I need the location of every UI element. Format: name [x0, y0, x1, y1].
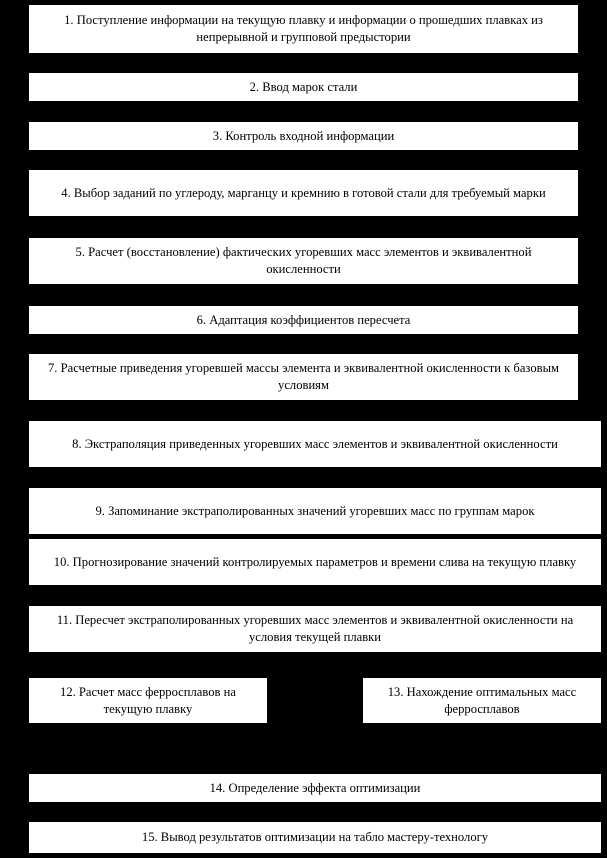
flow-node-9	[28, 487, 602, 535]
flow-node-label: 3. Контроль входной информации	[212, 128, 395, 143]
flow-node-15	[28, 821, 602, 854]
flow-node-label: 8. Экстраполяция приведенных угоревших масс элементов и эквивалентной окисленности	[72, 436, 558, 451]
flow-node-14	[28, 773, 602, 803]
flow-node-label: 12. Расчет масс ферросплавов на текущую плавку	[60, 684, 236, 716]
flow-node-label: 4. Выбор заданий по углероду, марганцу и кремнию в готовой стали для требуемый марки	[61, 185, 546, 200]
flow-node-label: 6. Адаптация коэффициентов пересчета	[196, 312, 411, 327]
flow-node-label: 10. Прогнозирование значений контролируемых параметров и времени слива на текущую плавку	[53, 554, 577, 569]
flow-node-label: 15. Вывод результатов оптимизации на табло мастеру-технологу	[141, 830, 489, 845]
flow-node-label: 11. Пересчет экстраполированных угоревших масс элементов и эквивалентной окисленности на условия текущей плавки	[56, 613, 574, 644]
flow-node-5	[28, 237, 579, 285]
flow-node-12	[28, 677, 268, 724]
flow-node-label: 9. Запоминание экстраполированных значений угоревших масс по группам марок	[95, 503, 535, 518]
flow-node-6	[28, 305, 579, 335]
flow-node-label: 13. Нахождение оптимальных масс ферросплавов	[387, 684, 577, 716]
flow-node-4	[28, 169, 579, 217]
flow-node-7	[28, 353, 579, 401]
flow-node-label: 5. Расчет (восстановление) фактических угоревших масс элементов и эквивалентной окисленности	[75, 245, 532, 276]
flow-node-8	[28, 420, 602, 468]
flow-node-label: 14. Определение эффекта оптимизации	[209, 780, 421, 795]
flow-node-label: 1. Поступление информации на текущую плавку и информации о прошедших плавках из непрерывной и групповой предыстории	[64, 13, 543, 44]
flow-node-13	[362, 677, 602, 724]
flow-node-label: 7. Расчетные приведения угоревшей массы элемента и эквивалентной окисленности к базовым условиям	[48, 361, 559, 392]
flow-node-label: 2. Ввод марок стали	[249, 79, 358, 94]
flow-node-3	[28, 121, 579, 151]
flow-node-1	[28, 4, 579, 54]
flow-node-10	[28, 538, 602, 586]
flow-node-11	[28, 605, 602, 653]
flow-node-2	[28, 72, 579, 102]
